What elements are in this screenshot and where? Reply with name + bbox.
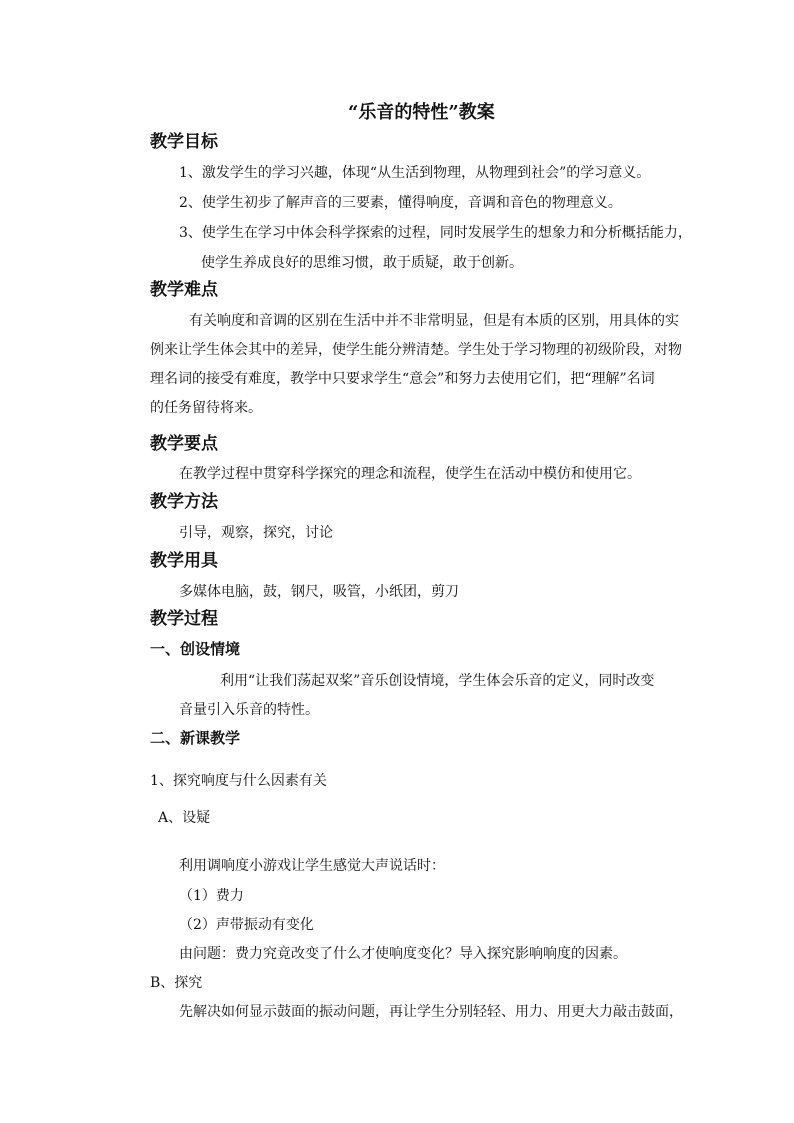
heading-key-points: 教学要点 — [150, 434, 218, 454]
part2-a-label: A、设疑 — [158, 810, 211, 826]
tools-text: 多媒体电脑，鼓，钢尺，吸管，小纸团，剪刀 — [179, 584, 459, 600]
heading-methods: 教学方法 — [150, 492, 218, 512]
difficulty-line-3: 理名词的接受有难度，教学中只要求学生“意会”和努力去使用它们，把“理解”名词 — [150, 371, 655, 387]
document-title: “乐音的特性”教案 — [348, 102, 495, 123]
key-points-text: 在教学过程中贯穿科学探究的理念和流程，使学生在活动中模仿和使用它。 — [179, 466, 641, 482]
heading-difficulty: 教学难点 — [150, 280, 218, 300]
part2-item-1: 1、探究响度与什么因素有关 — [150, 773, 327, 789]
difficulty-line-4: 的任务留待将来。 — [150, 400, 262, 416]
heading-objectives: 教学目标 — [150, 132, 218, 152]
part2-a-line-2: （1）费力 — [179, 888, 244, 904]
objective-item-3-continuation: 使学生养成良好的思维习惯，敢于质疑，敢于创新。 — [201, 255, 523, 271]
part2-a-line-3: （2）声带振动有变化 — [179, 917, 314, 933]
difficulty-line-2: 例来让学生体会其中的差异，使学生能分辨清楚。学生处于学习物理的初级阶段，对物 — [150, 342, 682, 358]
part2-a-line-4: 由问题：费力究竟改变了什么才使响度变化？导入探究影响响度的因素。 — [179, 946, 627, 962]
part2-a-line-1: 利用调响度小游戏让学生感觉大声说话时： — [179, 858, 445, 874]
part2-b-line-1: 先解决如何显示鼓面的振动问题，再让学生分别轻轻、用力、用更大力敲击鼓面， — [179, 1004, 683, 1020]
objective-item-1: 1、激发学生的学习兴趣，体现“从生活到物理，从物理到社会”的学习意义。 — [179, 165, 651, 181]
part1-line-2: 音量引入乐音的特性。 — [179, 702, 319, 718]
heading-part2: 二、新课教学 — [150, 729, 241, 747]
heading-part1: 一、创设情境 — [150, 640, 241, 658]
difficulty-line-1: 有关响度和音调的区别在生活中并不非常明显，但是有本质的区别，用具体的实 — [189, 313, 679, 329]
objective-item-3: 3、使学生在学习中体会科学探索的过程，同时发展学生的想象力和分析概括能力， — [179, 225, 692, 241]
heading-tools: 教学用具 — [150, 551, 218, 571]
objective-item-2: 2、使学生初步了解声音的三要素，懂得响度，音调和音色的物理意义。 — [179, 195, 622, 211]
part1-line-1: 利用“让我们荡起双桨”音乐创设情境，学生体会乐音的定义，同时改变 — [220, 673, 655, 689]
part2-b-label: B、探究 — [150, 975, 203, 991]
heading-process: 教学过程 — [150, 609, 218, 629]
methods-text: 引导，观察，探究，讨论 — [179, 525, 333, 541]
